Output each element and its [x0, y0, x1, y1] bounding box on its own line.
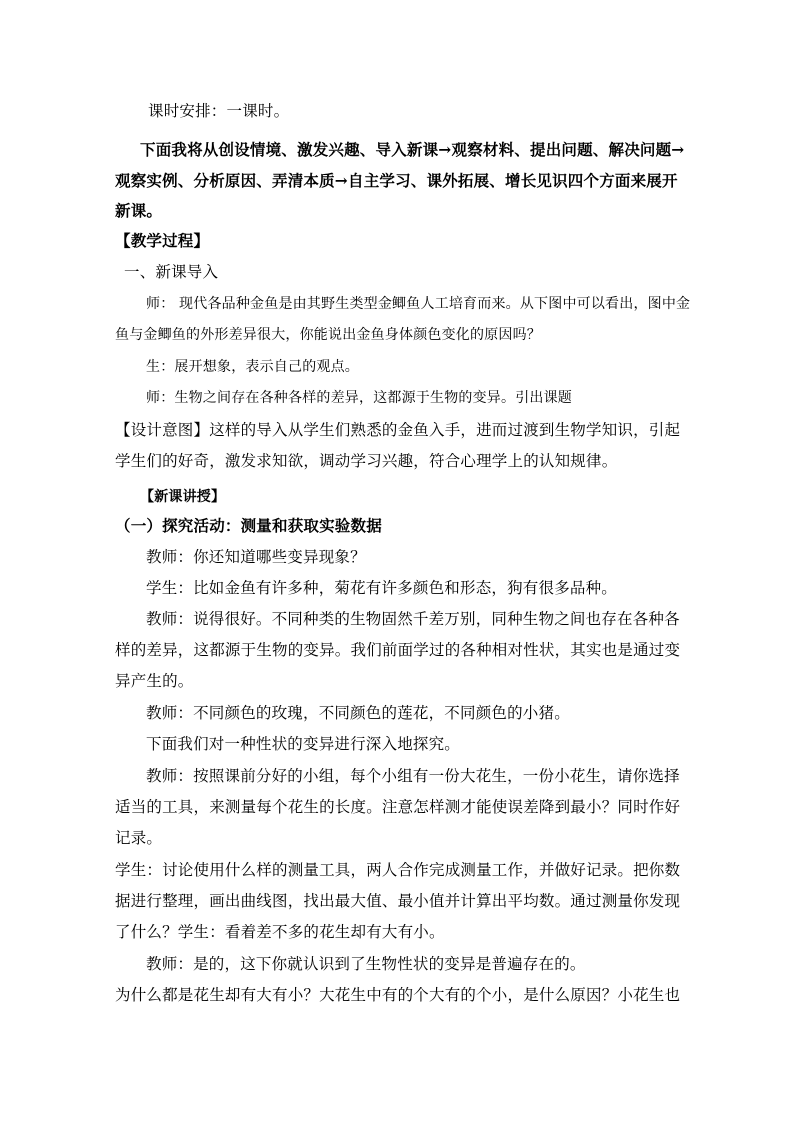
design-intent-line-2: 学生们的好奇，激发求知欲，调动学习兴趣，符合心理学上的认知规律。 [115, 452, 618, 470]
intro-paragraph-line-1: 下面我将从创设情境、激发兴趣、导入新课→观察材料、提出问题、解决问题→ [140, 140, 685, 159]
intro-paragraph-line-3: 新课。 [115, 201, 163, 220]
dialogue-line-11: 学生：讨论使用什么样的测量工具，两人合作完成测量工作，并做好记录。把你数 [115, 861, 681, 879]
dialogue-line-10: 记录。 [115, 829, 163, 847]
dialogue-line-13: 了什么？学生：看着差不多的花生却有大有小。 [115, 923, 445, 941]
section-heading-teaching-process: 【教学过程】 [115, 231, 210, 250]
dialogue-line-9: 适当的工具，来测量每个花生的长度。注意怎样测才能使误差降到最小？同时作好 [115, 798, 681, 816]
activity-heading: （一）探究活动：测量和获取实验数据 [115, 516, 382, 535]
section-heading-new-lesson: 【新课讲授】 [140, 489, 226, 505]
dialogue-line-8: 教师：按照课前分好的小组，每个小组有一份大花生，一份小花生，请你选择 [146, 767, 680, 785]
dialogue-line-3: 教师：说得很好。不同种类的生物固然千差万别，同种生物之间也存在各种各 [146, 610, 680, 628]
teacher-intro-line-1: 师： 现代各品种金鱼是由其野生类型金鲫鱼人工培育而来。从下图中可以看出，图中金 [146, 296, 691, 312]
dialogue-line-6: 教师：不同颜色的玫瑰，不同颜色的莲花，不同颜色的小猪。 [146, 704, 570, 722]
dialogue-line-5: 异产生的。 [115, 672, 194, 690]
dialogue-line-7: 下面我们对一种性状的变异进行深入地探究。 [146, 735, 461, 753]
dialogue-line-15: 为什么都是花生却有大有小？大花生中有的个大有的个小，是什么原因？小花生也 [115, 986, 681, 1004]
teacher-intro-line-2: 鱼与金鲫鱼的外形差异很大，你能说出金鱼身体颜色变化的原因吗？ [115, 327, 541, 343]
teacher-topic-line: 师：生物之间存在各种各样的差异，这都源于生物的变异。引出课题 [146, 390, 572, 406]
dialogue-line-2: 学生：比如金鱼有许多种，菊花有许多颜色和形态，狗有很多品种。 [146, 579, 618, 597]
subsection-heading-new-lesson-intro: 一、新课导入 [124, 263, 219, 281]
dialogue-line-12: 据进行整理，画出曲线图，找出最大值、最小值并计算出平均数。通过测量你发现 [115, 892, 681, 910]
dialogue-line-4: 样的差异，这都源于生物的变异。我们前面学过的各种相对性状，其实也是通过变 [115, 641, 681, 659]
student-response-line: 生：展开想象，表示自己的观点。 [146, 359, 359, 375]
dialogue-line-1: 教师：你还知道哪些变异现象？ [146, 548, 366, 566]
intro-paragraph-line-2: 观察实例、分析原因、弄清本质→自主学习、课外拓展、增长见识四个方面来展开 [115, 171, 678, 190]
dialogue-line-14: 教师：是的，这下你就认识到了生物性状的变异是普遍存在的。 [146, 955, 586, 973]
schedule-line: 课时安排：一课时。 [148, 102, 290, 120]
design-intent-line-1: 【设计意图】这样的导入从学生们熟悉的金鱼入手，进而过渡到生物学知识，引起 [115, 421, 681, 439]
